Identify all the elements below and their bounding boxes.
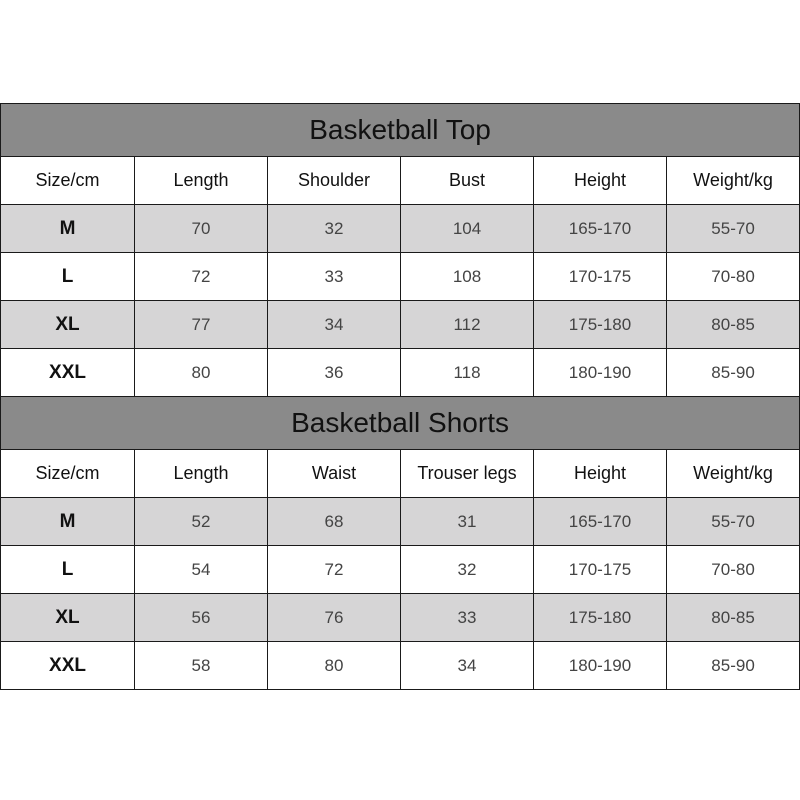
size-cell: XXL [1,642,135,690]
column-header: Length [135,450,268,498]
table-cell: 70-80 [667,546,800,594]
column-header: Waist [268,450,401,498]
size-cell: XL [1,301,135,349]
size-cell: M [1,498,135,546]
table-cell: 72 [135,253,268,301]
table-cell: 118 [401,349,534,397]
table-cell: 180-190 [534,349,667,397]
column-header: Weight/kg [667,450,800,498]
table-cell: 165-170 [534,498,667,546]
table-row [1,498,800,546]
table-cell: 80 [135,349,268,397]
table-row [1,594,800,642]
table-cell: 33 [268,253,401,301]
column-header: Trouser legs [401,450,534,498]
table-cell: 70 [135,205,268,253]
table-row [1,642,800,690]
table-cell: 34 [401,642,534,690]
table-row [1,546,800,594]
table-cell: 72 [268,546,401,594]
table-cell: 54 [135,546,268,594]
table-cell: 76 [268,594,401,642]
table-row [1,253,800,301]
table-cell: 32 [268,205,401,253]
size-cell: M [1,205,135,253]
column-header: Size/cm [1,450,135,498]
table-cell: 80 [268,642,401,690]
table-cell: 175-180 [534,594,667,642]
table-cell: 112 [401,301,534,349]
table-cell: 31 [401,498,534,546]
size-cell: XXL [1,349,135,397]
top-size-table [0,103,800,397]
table-row [1,301,800,349]
table-cell: 56 [135,594,268,642]
table-title-row [1,397,800,450]
table-cell: 80-85 [667,301,800,349]
column-header: Weight/kg [667,157,800,205]
table-cell: 85-90 [667,642,800,690]
size-cell: L [1,253,135,301]
table-cell: 36 [268,349,401,397]
table-cell: 170-175 [534,253,667,301]
table-header-row [1,450,800,498]
table-cell: 180-190 [534,642,667,690]
column-header: Length [135,157,268,205]
table-title: Basketball Top [1,104,800,157]
column-header: Size/cm [1,157,135,205]
table-row [1,205,800,253]
table-row [1,349,800,397]
table-cell: 68 [268,498,401,546]
table-cell: 55-70 [667,205,800,253]
shorts-size-table [0,396,800,690]
table-cell: 175-180 [534,301,667,349]
table-title-row [1,104,800,157]
size-cell: XL [1,594,135,642]
column-header: Shoulder [268,157,401,205]
column-header: Height [534,450,667,498]
table-cell: 52 [135,498,268,546]
table-cell: 58 [135,642,268,690]
table-cell: 80-85 [667,594,800,642]
table-title: Basketball Shorts [1,397,800,450]
table-cell: 165-170 [534,205,667,253]
table-cell: 32 [401,546,534,594]
table-cell: 170-175 [534,546,667,594]
table-cell: 34 [268,301,401,349]
table-cell: 77 [135,301,268,349]
size-cell: L [1,546,135,594]
column-header: Bust [401,157,534,205]
column-header: Height [534,157,667,205]
table-cell: 108 [401,253,534,301]
table-cell: 70-80 [667,253,800,301]
table-cell: 104 [401,205,534,253]
table-cell: 33 [401,594,534,642]
table-cell: 55-70 [667,498,800,546]
table-cell: 85-90 [667,349,800,397]
size-chart [0,103,799,690]
table-header-row [1,157,800,205]
